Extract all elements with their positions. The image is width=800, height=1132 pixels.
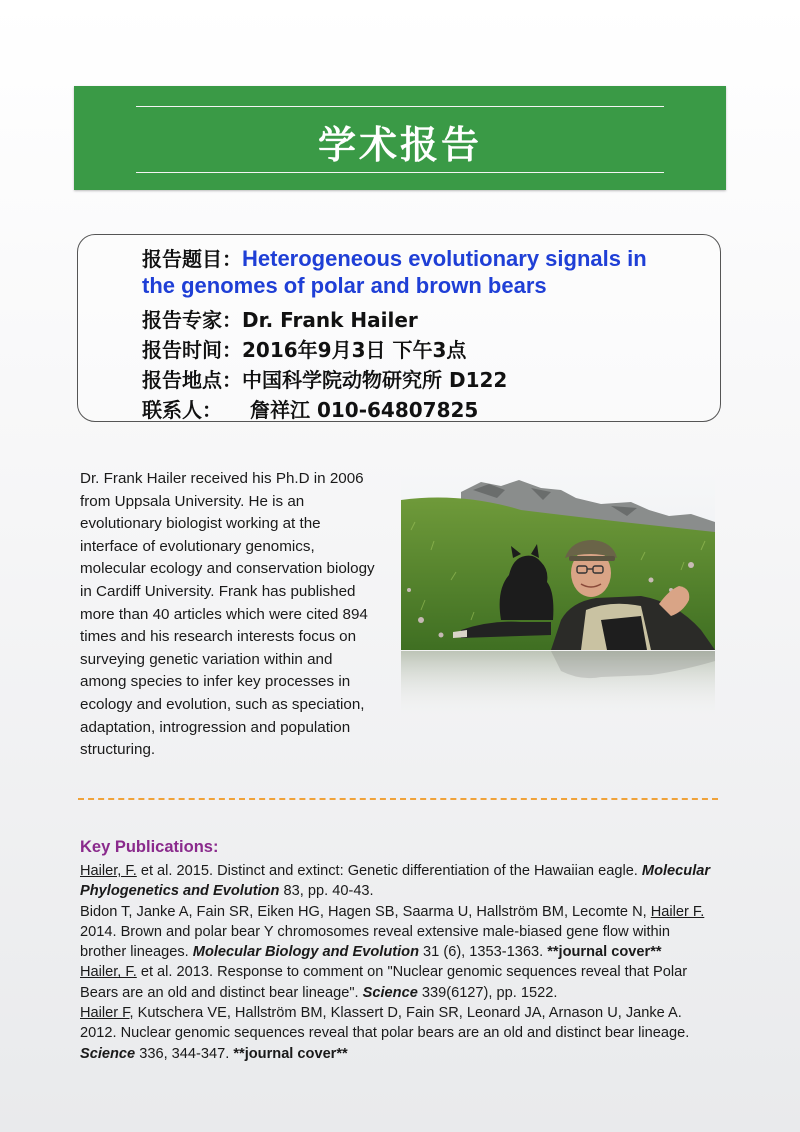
bio-line: evolutionary biologist working at the bbox=[80, 515, 321, 533]
bio-line: times and his research interests focus on bbox=[80, 628, 357, 646]
pub-text: Bears are an old and distinct bear lineage". bbox=[80, 984, 363, 1001]
topic-title-line1: Heterogeneous evolutionary signals in bbox=[242, 246, 647, 271]
pub-tail: 83, pp. 40-43. bbox=[279, 883, 374, 900]
place-row bbox=[142, 364, 507, 393]
bio-line: surveying genetic variation within and bbox=[80, 650, 333, 668]
pub-text: brother lineages. bbox=[80, 944, 193, 961]
pub-journal: Science bbox=[80, 1045, 136, 1062]
photo-reflection bbox=[401, 651, 715, 721]
pub-journal: Science bbox=[362, 984, 418, 1001]
time-row bbox=[142, 334, 466, 363]
publications-list bbox=[80, 861, 730, 1064]
publication-item bbox=[80, 902, 730, 963]
bio-line: in Cardiff University. Frank has published bbox=[80, 582, 356, 600]
topic-title-line2: the genomes of polar and brown bears bbox=[142, 273, 547, 298]
pub-author: Hailer, F. bbox=[80, 863, 137, 879]
pub-journal: Molecular bbox=[641, 863, 711, 879]
pub-text: et al. 2013. Response to comment on "Nuclear genomic sequences reveal that Polar bbox=[136, 964, 688, 981]
bio-line: ecology and evolution, such as speciation, bbox=[80, 695, 365, 713]
publication-item bbox=[80, 861, 730, 902]
banner-bottom-rule bbox=[136, 172, 664, 173]
bio-line: from Uppsala University. He is an bbox=[80, 492, 305, 510]
time-label: 报告时间： bbox=[142, 338, 242, 362]
pub-tail: 336, 344-347. bbox=[135, 1045, 234, 1062]
pub-text: Kutschera VE, Hallström BM, Klassert D, Fain SR, Leonard JA, Arnason U, Janke A. bbox=[133, 1005, 682, 1022]
section-divider bbox=[78, 798, 718, 800]
bio-line: more than 40 articles which were cited 894 bbox=[80, 605, 368, 623]
place-label: 报告地点： bbox=[142, 368, 242, 392]
bio-line: molecular ecology and conservation biology bbox=[80, 560, 375, 578]
contact-row bbox=[142, 394, 478, 423]
pub-note: **journal cover** bbox=[547, 944, 662, 961]
pub-tail: 339(6127), pp. 1522. bbox=[417, 984, 558, 1001]
contact-value: 詹祥江 010-64807825 bbox=[250, 398, 479, 422]
publication-item bbox=[80, 1003, 730, 1064]
time-value: 2016年9月3日 下午3点 bbox=[242, 338, 467, 362]
pub-author: Hailer, F. bbox=[80, 964, 137, 981]
bio-line: Dr. Frank Hailer received his Ph.D in 2006 bbox=[80, 470, 364, 487]
pub-note: **journal cover** bbox=[233, 1045, 348, 1062]
pub-journal: Molecular Biology and Evolution bbox=[192, 944, 419, 961]
speaker-label: 报告专家： bbox=[142, 308, 242, 332]
topic-row bbox=[142, 243, 647, 272]
pub-text: Bidon T, Janke A, Fain SR, Eiken HG, Hagen SB, Saarma U, Hallström BM, Lecomte N, bbox=[80, 903, 651, 920]
title-banner bbox=[74, 86, 726, 190]
bio-line: adaptation, introgression and population bbox=[80, 718, 351, 736]
place-value: 中国科学院动物研究所 D122 bbox=[242, 368, 508, 392]
speaker-bio bbox=[80, 468, 400, 762]
banner-top-rule bbox=[136, 106, 664, 107]
publication-item bbox=[80, 962, 730, 1003]
talk-info-box bbox=[77, 234, 721, 422]
pub-tail: 31 (6), 1353-1363. bbox=[419, 944, 548, 961]
pub-author: Hailer F. bbox=[650, 903, 705, 920]
bio-line: interface of evolutionary genomics, bbox=[80, 537, 315, 555]
contact-label: 联系人： bbox=[142, 398, 222, 422]
bio-line: structuring. bbox=[80, 741, 156, 759]
pub-text: 2012. Nuclear genomic sequences reveal that polar bears are an old and distinct bear lineage. bbox=[80, 1025, 690, 1042]
banner-title: 学术报告 bbox=[317, 123, 482, 167]
speaker-row bbox=[142, 304, 418, 333]
pub-text: 2014. Brown and polar bear Y chromosomes reveal extensive male-biased gene flow within bbox=[80, 923, 671, 940]
pub-author: Hailer F, bbox=[80, 1005, 134, 1022]
speaker-photo bbox=[401, 470, 715, 650]
speaker-name: Dr. Frank Hailer bbox=[242, 308, 418, 332]
topic-row-2 bbox=[142, 273, 547, 299]
pub-text: et al. 2015. Distinct and extinct: Genetic differentiation of the Hawaiian eagle. bbox=[136, 863, 642, 879]
bio-line: among species to infer key processes in bbox=[80, 673, 351, 691]
topic-label: 报告题目： bbox=[142, 247, 242, 271]
publications-heading: Key Publications: bbox=[80, 838, 219, 856]
pub-journal: Phylogenetics and Evolution bbox=[80, 883, 280, 900]
